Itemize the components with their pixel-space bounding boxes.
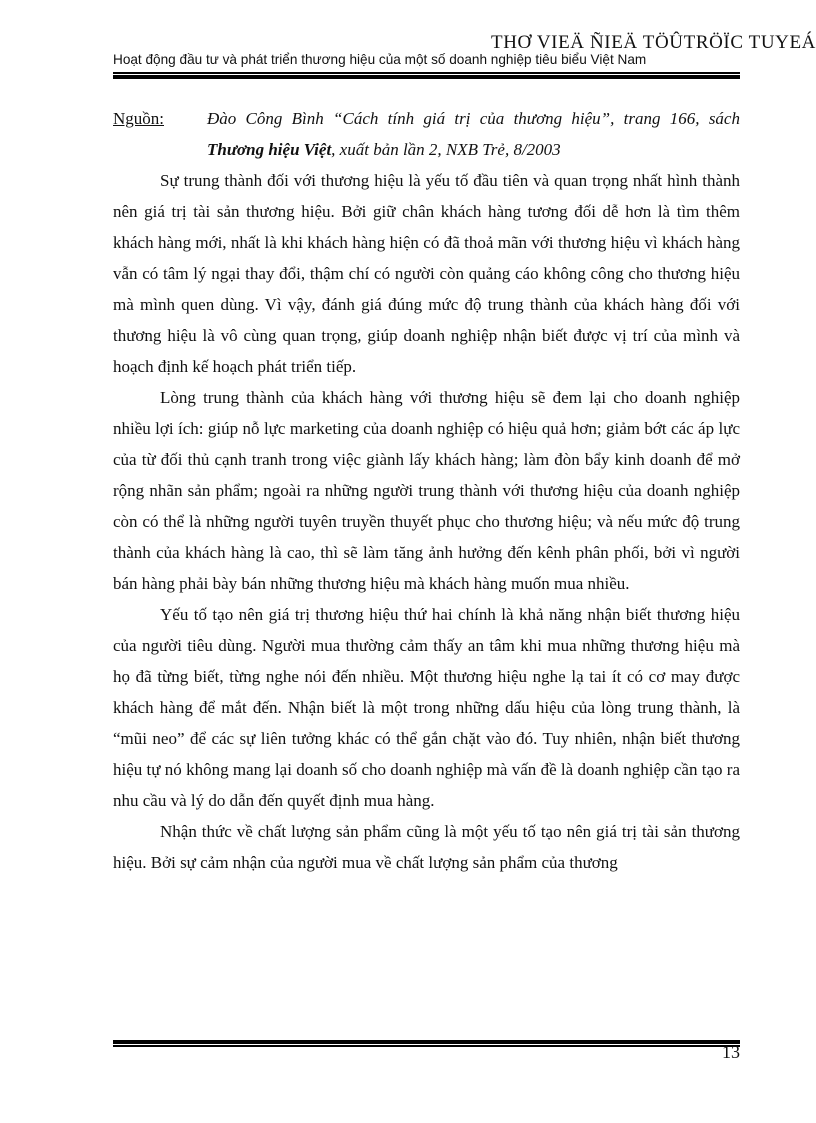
watermark-text: THƠ VIEÄ ÑIEÄ TÖÛTRÖÏC TUYEÁ (491, 32, 816, 53)
source-label: Nguồn: (113, 109, 164, 128)
page-body (113, 103, 740, 878)
paragraph-brand-awareness: Yếu tố tạo nên giá trị thương hiệu thứ hai chính là khả năng nhận biết thương hiệu của người tiêu dùng. Người mua thường cảm thấy an tâm khi mua những thương hiệu mà họ đã từng biết, từng nghe nói đến nhiều. Một thương hiệu nghe lạ tai ít có cơ may được khách hàng để mắt đến. Nhận biết là một trong những dấu hiệu của lòng trung thành, là “mũi neo” để các sự liên tưởng khác có thể gắn chặt vào đó. Tuy nhiên, nhận biết thương hiệu tự nó không mang lại doanh số cho doanh nghiệp mà vấn đề là doanh nghiệp cần tạo ra nhu cầu và lý do dẫn đến quyết định mua hàng. (113, 605, 740, 810)
paragraph-perceived-quality: Nhận thức về chất lượng sản phẩm cũng là một yếu tố tạo nên giá trị tài sản thương hiệu. Bởi sự cảm nhận của người mua về chất lượng sản phẩm của thương (113, 822, 740, 872)
paragraph-loyalty-benefits: Lòng trung thành của khách hàng với thương hiệu sẽ đem lại cho doanh nghiệp nhiều lợi ích: giúp nỗ lực marketing của doanh nghiệp có hiệu quả hơn; giảm bớt các áp lực của từ đối thủ cạnh tranh trong việc giành lấy khách hàng; làm đòn bẩy kinh doanh để mở rộng nhãn sản phẩm; ngoài ra những người trung thành với thương hiệu của doanh nghiệp còn có thể là những người tuyên truyền thuyết phục cho thương hiệu; và nếu mức độ trung thành của khách hàng là cao, thì sẽ làm tăng ảnh hưởng đến kênh phân phối, bởi vì người bán hàng phải bày bán những thương hiệu mà khách hàng muốn mua nhiều. (113, 388, 740, 593)
source-detail-2: , xuất bản lần 2, NXB Trẻ, 8/2003 (331, 140, 561, 159)
paragraph-brand-loyalty: Sự trung thành đối với thương hiệu là yếu tố đầu tiên và quan trọng nhất hình thành nên giá trị tài sản thương hiệu. Bởi giữ chân khách hàng tương đối dễ hơn là tìm thêm khách hàng mới, nhất là khi khách hàng hiện có đã thoả mãn với thương hiệu vì khách hàng vẫn có tâm lý ngại thay đổi, thậm chí có người còn quảng cáo không công cho thương hiệu mà mình quen dùng. Vì vậy, đánh giá đúng mức độ trung thành của khách hàng đối với thương hiệu là vô cùng quan trọng, giúp doanh nghiệp nhận biết được vị trí của mình và hoạch định kế hoạch phát triển tiếp. (113, 171, 740, 376)
footer-rule-thin (113, 1045, 740, 1047)
source-citation (113, 103, 740, 165)
running-header: Hoạt động đầu tư và phát triển thương hiệu của một số doanh nghiệp tiêu biểu Việt Nam (113, 52, 647, 67)
source-book-title: Thương hiệu Việt (207, 140, 332, 159)
header-rule-thin (113, 72, 740, 74)
footer-double-rule (113, 1040, 740, 1048)
header-double-rule (113, 72, 740, 80)
footer-rule-thick (113, 1040, 740, 1044)
source-text (207, 103, 740, 165)
source-author: Đào Công Bình (207, 109, 324, 128)
source-detail-1: “Cách tính giá trị của thương hiệu”, trang 166, sách (323, 109, 740, 128)
page-number: 13 (722, 1042, 740, 1062)
header-rule-thick (113, 75, 740, 79)
